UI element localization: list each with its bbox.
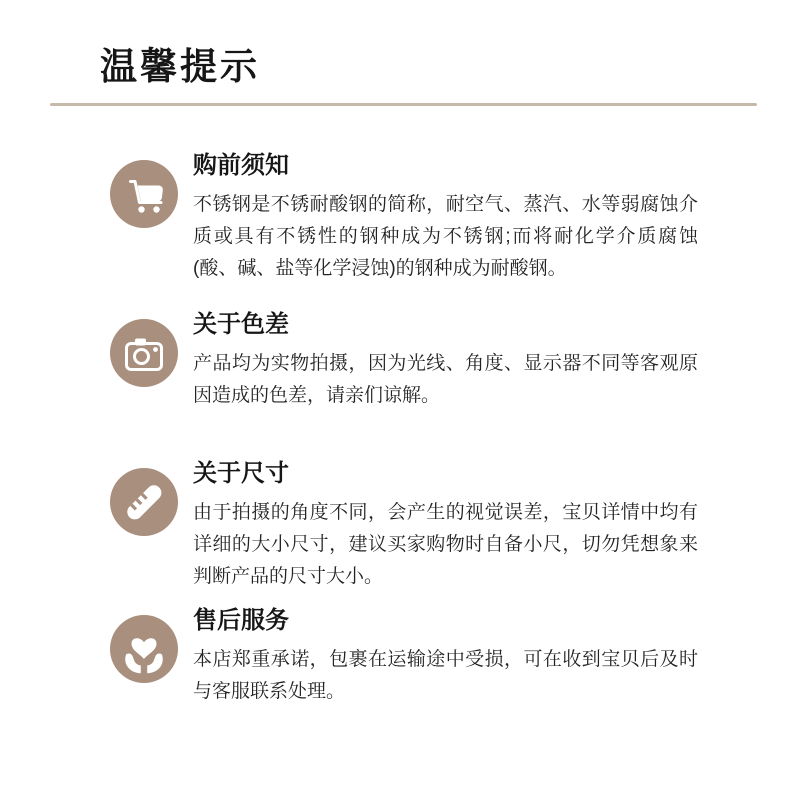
ruler-icon [110, 468, 178, 536]
tip-section-after-sales [110, 607, 800, 708]
tip-content [193, 152, 698, 285]
page-title: 温馨提示 [100, 46, 260, 87]
heart-hands-icon [110, 615, 178, 683]
tip-body: 不锈钢是不锈耐酸钢的简称，耐空气、蒸汽、水等弱腐蚀介质或具有不锈性的钢种成为不锈钢;而将耐化学介质腐蚀(酸、碱、盐等化学浸蚀)的钢种成为耐酸钢。 [193, 194, 698, 279]
title-divider [50, 103, 757, 106]
tip-section-size [110, 460, 800, 593]
tip-heading: 售后服务 [193, 607, 289, 634]
tip-heading: 关于色差 [193, 311, 289, 338]
tip-content [193, 607, 698, 708]
tips-sections [110, 152, 800, 708]
camera-icon [110, 319, 178, 387]
tip-heading: 关于尺寸 [193, 460, 289, 487]
tip-body: 本店郑重承诺，包裹在运输途中受损，可在收到宝贝后及时与客服联系处理。 [193, 649, 698, 702]
cart-icon [110, 160, 178, 228]
tip-body: 由于拍摄的角度不同，会产生的视觉误差，宝贝详情中均有详细的大小尺寸，建议买家购物时自备小尺，切勿凭想象来判断产品的尺寸大小。 [193, 502, 698, 587]
tip-section-color-difference [110, 311, 800, 412]
tip-body: 产品均为实物拍摄，因为光线、角度、显示器不同等客观原因造成的色差，请亲们谅解。 [193, 353, 698, 406]
tip-heading: 购前须知 [193, 152, 289, 179]
tip-section-pre-purchase [110, 152, 800, 285]
tip-content [193, 460, 698, 593]
tip-content [193, 311, 698, 412]
